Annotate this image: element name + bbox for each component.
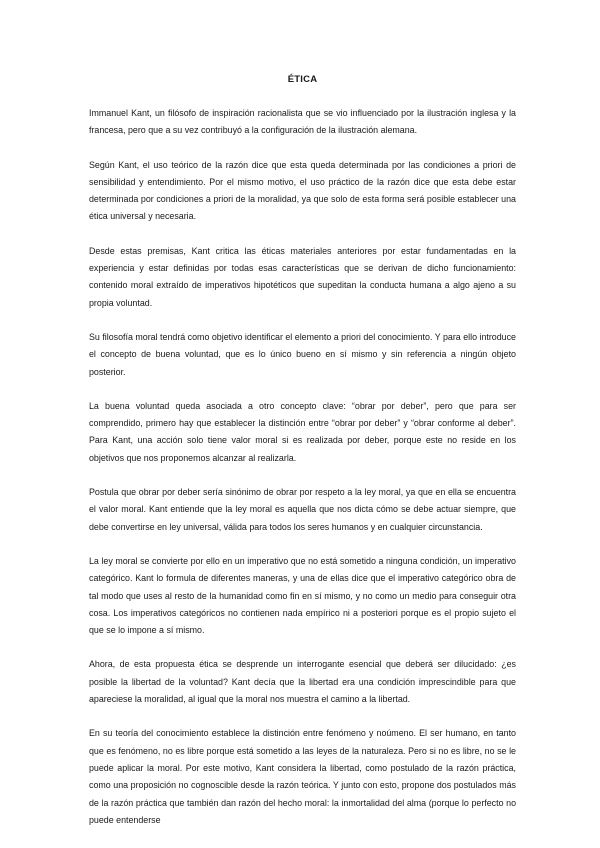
paragraph-good-will: Su filosofía moral tendrá como objetivo identificar el elemento a priori del conocimiento. Y para ello introduce el concepto de buena voluntad, que es lo único bueno en sí mismo y sin referencia a ningún objeto posterior. xyxy=(89,331,516,377)
paragraph-phenomenon-noumenon: En su teoría del conocimiento establece la distinción entre fenómeno y noúmeno. El ser humano, en tanto que es fenómeno, no es libre porque está sometido a las leyes de la naturaleza. Pero si no es libre, no se le puede aplicar la moral. Por este motivo, Kant considera la libertad, como postulado de la razón práctica, como una proposición no cognoscible desde la razón teórica. Y junto con esto, propone dos postulados más de la razón práctica que también dan razón del hecho moral: la inmortalidad del alma (porque lo perfecto no puede entenderse xyxy=(89,728,516,825)
paragraph-duty: La buena voluntad queda asociada a otro concepto clave: “obrar por deber”, pero que para ser comprendido, primero hay que establecer la distinción entre “obrar por deber” y “obrar conforme al deber”. Para Kant, una acción solo tiene valor moral si es realizada por deber, porque este no reside en los objetivos que nos proponemos alcanzar al realizarla. xyxy=(89,400,516,463)
paragraph-categorical-imperative: La ley moral se convierte por ello en un imperativo que no está sometido a ninguna condición, un imperativo categórico. Kant lo formula de diferentes maneras, y una de ellas dice que el imperativo categórico obra de tal modo que uses al resto de la humanidad como fin en sí mismo, y no como un medio para conseguir otra cosa. Los imperativos categóricos no contienen nada empírico ni a posteriori porque es el propio sujeto el que se lo impone a sí mismo. xyxy=(89,555,516,636)
paragraph-freedom: Ahora, de esta propuesta ética se desprende un interrogante esencial que deberá ser dilucidado: ¿es posible la libertad de la voluntad? Kant decía que la libertad era una condición imprescindible para que apareciese la moralidad, al igual que la moral nos muestra el camino a la libertad. xyxy=(89,659,516,705)
paragraph-moral-law: Postula que obrar por deber sería sinónimo de obrar por respeto a la ley moral, ya que en ella se encuentra el valor moral. Kant entiende que la ley moral es aquella que nos dicta cómo se debe actuar siempre, que debe convertirse en ley universal, válida para todos los seres humanos y en cualquier circunstancia. xyxy=(89,487,516,532)
document-title: ÉTICA xyxy=(287,74,318,85)
paragraph-intro: Immanuel Kant, un filósofo de inspiración racionalista que se vio influenciado por la ilustración inglesa y la francesa, pero que a su vez contribuyó a la configuración de la ilustración alemana. xyxy=(89,108,516,136)
paragraph-reason-uses: Según Kant, el uso teórico de la razón dice que esta queda determinada por las condiciones a priori de sensibilidad y entendimiento. Por el mismo motivo, el uso práctico de la razón dice que esta debe estar determinada por condiciones a priori de la moralidad, ya que solo de esta forma será posible establecer una ética universal y necesaria. xyxy=(89,159,516,222)
paragraph-material-ethics: Desde estas premisas, Kant critica las éticas materiales anteriores por estar fundamentadas en la experiencia y estar definidas por todas esas características que se derivan de dicho funcionamiento: contenido moral extraído de imperativos hipotéticos que supeditan la conducta humana a algo ajeno a su propia voluntad. xyxy=(89,245,516,308)
document-page xyxy=(89,66,516,846)
